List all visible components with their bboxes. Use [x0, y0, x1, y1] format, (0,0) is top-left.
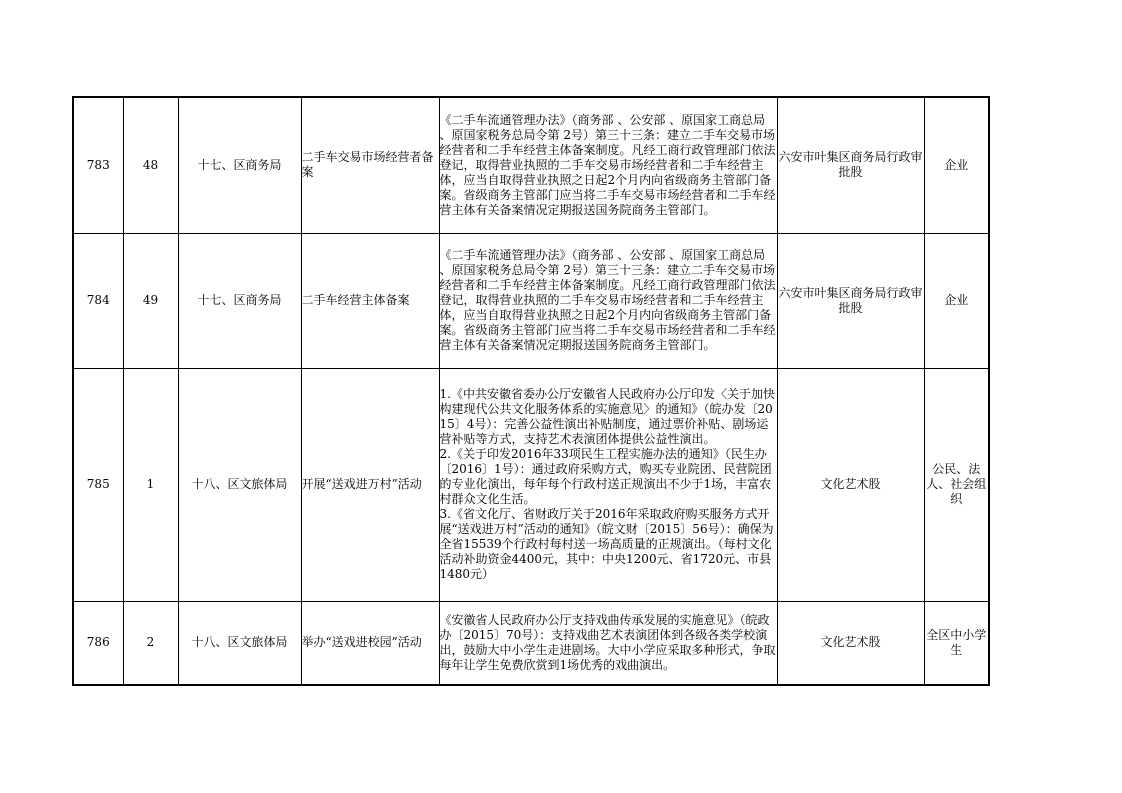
sequence-number: 786 — [73, 601, 123, 685]
handling-unit: 文化艺术股 — [777, 601, 924, 685]
service-target: 公民、法人、社会组织 — [924, 368, 989, 601]
table-row — [73, 97, 989, 233]
legal-basis — [439, 601, 777, 685]
basis-paragraph: 2.《关于印发2016年33项民生工程实施办法的通知》（民生办〔2016〕1号）：通过政府采购方式，购买专业院团、民营院团的专业化演出，每年每个行政村送正规演出不少于1场，丰富农村群众文化生活。 — [439, 447, 772, 506]
table-row — [73, 368, 989, 601]
service-item-name: 二手车交易市场经营者备案 — [301, 97, 439, 233]
sequence-number: 785 — [73, 368, 123, 601]
sub-sequence-number: 49 — [123, 233, 178, 368]
department-name: 十八、区文旅体局 — [178, 601, 301, 685]
sub-sequence-number: 1 — [123, 368, 178, 601]
basis-paragraph: 1.《中共安徽省委办公厅安徽省人民政府办公厅印发〈关于加快构建现代公共文化服务体系的实施意见〉的通知》（皖办发〔2015〕4号）：完善公益性演出补贴制度，通过票价补贴、剧场运营补贴等方式，支持艺术表演团体提供公益性演出。 — [439, 387, 775, 446]
service-item-name: 举办“送戏进校园”活动 — [301, 601, 439, 685]
department-name: 十八、区文旅体局 — [178, 368, 301, 601]
basis-paragraph: 《二手车流通管理办法》（商务部 、公安部 、原国家工商总局 、原国家税务总局令第 2号）第三十三条：建立二手车交易市场经营者和二手车经营主体备案制度。凡经工商行政管理部门依法登记，取得营业执照的二手车交易市场经营者和二手车经营主体，应当自取得营业执照之日起2个月内向省级商务主管部门备案。省级商务主管部门应当将二手车交易市场经营者和二手车经营主体有关备案情况定期报送国务院商务主管部门。 — [439, 112, 776, 217]
sequence-number: 784 — [73, 233, 123, 368]
table-row — [73, 601, 989, 685]
department-name: 十七、区商务局 — [178, 233, 301, 368]
table-row — [73, 233, 989, 368]
department-name: 十七、区商务局 — [178, 97, 301, 233]
handling-unit: 文化艺术股 — [777, 368, 924, 601]
basis-paragraph: 《二手车流通管理办法》（商务部 、公安部 、原国家工商总局 、原国家税务总局令第 2号）第三十三条：建立二手车交易市场经营者和二手车经营主体备案制度。凡经工商行政管理部门依法登记，取得营业执照的二手车交易市场经营者和二手车经营主体，应当自取得营业执照之日起2个月内向省级商务主管部门备案。省级商务主管部门应当将二手车交易市场经营者和二手车经营主体有关备案情况定期报送国务院商务主管部门。 — [439, 248, 776, 352]
sub-sequence-number: 48 — [123, 97, 178, 233]
sequence-number: 783 — [73, 97, 123, 233]
handling-unit: 六安市叶集区商务局行政审批股 — [777, 97, 924, 233]
service-item-name: 开展“送戏进万村”活动 — [301, 368, 439, 601]
handling-unit: 六安市叶集区商务局行政审批股 — [777, 233, 924, 368]
legal-basis — [439, 233, 777, 368]
sub-sequence-number: 2 — [123, 601, 178, 685]
basis-paragraph: 3.《省文化厅、省财政厅关于2016年采取政府购买服务方式开展“送戏进万村”活动的通知》（皖文财〔2015〕56号）：确保为全省15539个行政村每村送一场高质量的正规演出。（每村文化活动补助资金4400元，其中：中央1200元、省1720元、市县1480元） — [439, 507, 774, 581]
service-list-table — [72, 96, 990, 686]
service-target: 企业 — [924, 97, 989, 233]
service-target: 企业 — [924, 233, 989, 368]
basis-paragraph: 《安徽省人民政府办公厅支持戏曲传承发展的实施意见》（皖政办〔2015〕70号）：支持戏曲艺术表演团体到各级各类学校演出，鼓励大中小学生走进剧场。大中小学应采取多种形式，争取每年让学生免费欣赏到1场优秀的戏曲演出。 — [439, 612, 776, 672]
service-target: 全区中小学生 — [924, 601, 989, 685]
legal-basis — [439, 368, 777, 601]
legal-basis — [439, 97, 777, 233]
service-item-name: 二手车经营主体备案 — [301, 233, 439, 368]
